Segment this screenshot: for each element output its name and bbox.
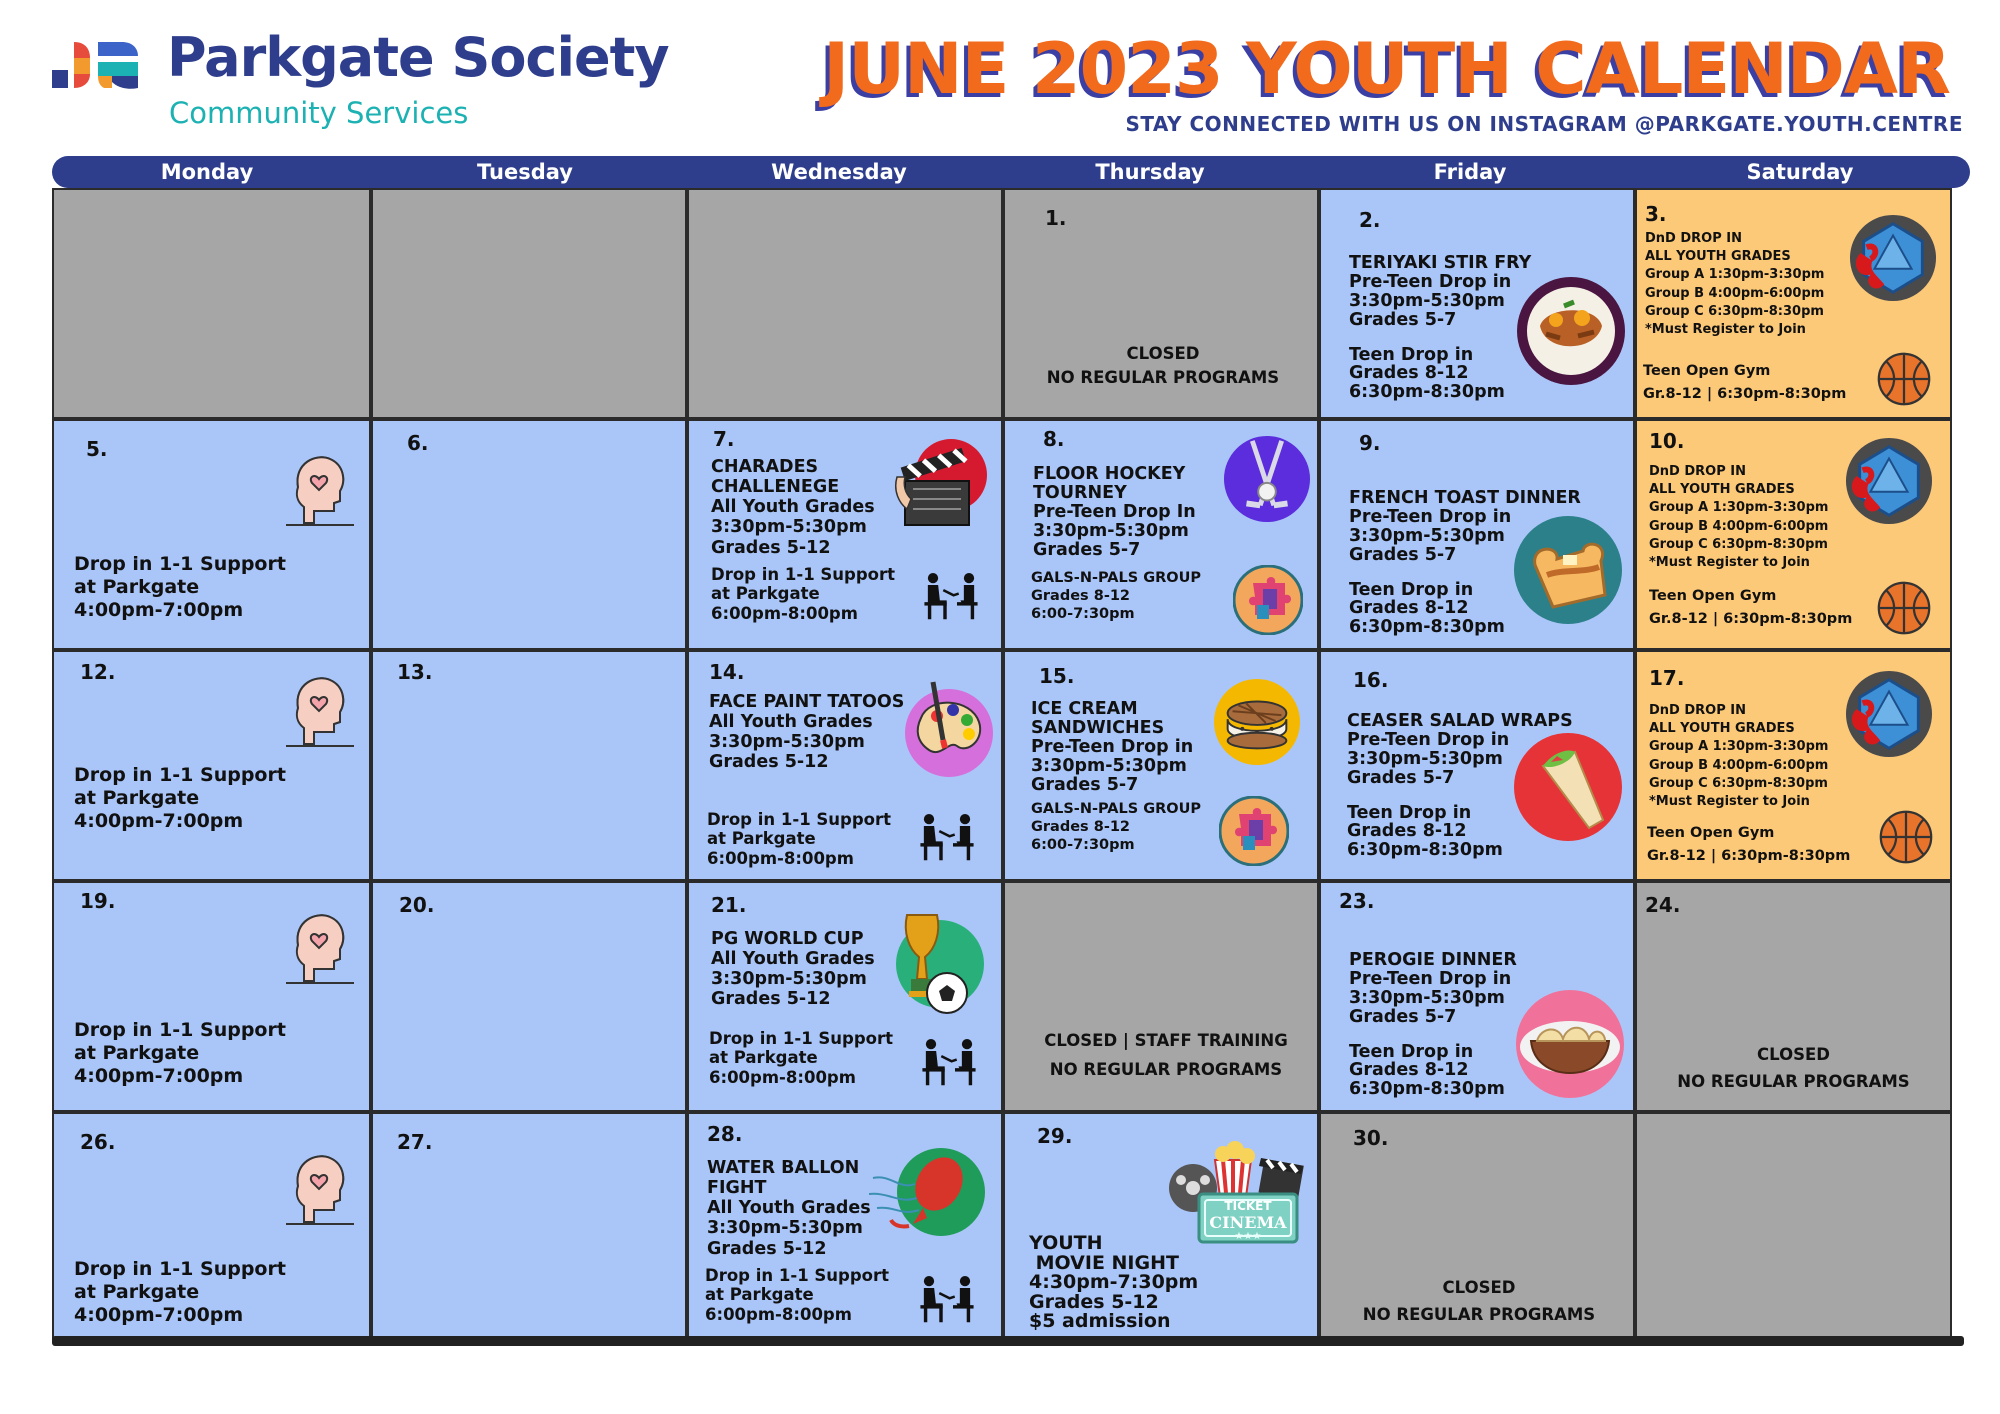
- day-cell-12: [52, 650, 371, 881]
- brand-title: Parkgate Society: [167, 26, 669, 89]
- day-number: 30.: [1353, 1126, 1389, 1150]
- french-toast-icon: [1513, 515, 1623, 625]
- day-number: 3.: [1645, 202, 1667, 226]
- water-balloon-icon: [869, 1144, 989, 1244]
- day-cell-3: [1635, 188, 1952, 419]
- weekday-thursday: Thursday: [1095, 160, 1205, 184]
- support-details: Drop in 1-1 Support at Parkgate 4:00pm-7:00pm: [74, 764, 286, 832]
- closed-notice: CLOSED NO REGULAR PROGRAMS: [1677, 1045, 1910, 1091]
- day-cell-26: [52, 1112, 371, 1343]
- open-gym-details: Teen Open Gym Gr.8-12 | 6:30pm-8:30pm: [1643, 363, 1847, 403]
- event-details: FRENCH TOAST DINNER Pre-Teen Drop in 3:30pm-5:30pm Grades 5-7 Teen Drop in Grades 8-12 6:30pm-8:30pm: [1349, 488, 1581, 638]
- ticket-label: TICKET: [1224, 1199, 1272, 1213]
- day-cell-2: [1319, 188, 1635, 419]
- support-details: Drop in 1-1 Support at Parkgate 4:00pm-7:00pm: [74, 1019, 286, 1087]
- gals-n-pals-details: GALS-N-PALS GROUP Grades 8-12 6:00-7:30pm: [1031, 801, 1202, 854]
- basketball-icon: [1877, 352, 1931, 406]
- two-people-talking-icon: [919, 1037, 979, 1089]
- calendar-bottom-border: [52, 1336, 1964, 1346]
- day-number: 20.: [399, 893, 435, 917]
- mental-health-head-icon: [284, 449, 354, 529]
- two-people-talking-icon: [917, 812, 977, 864]
- cinema-label: CINEMA: [1209, 1213, 1287, 1232]
- event-details: DnD DROP IN ALL YOUTH GRADES Group A 1:30pm-3:30pm Group B 4:00pm-6:00pm Group C 6:30pm-8:30pm *Must Register to Join: [1649, 703, 1829, 809]
- day-cell-9: [1319, 419, 1635, 650]
- parkgate-logo: [52, 36, 142, 106]
- day-number: 19.: [80, 889, 116, 913]
- day-cell-empty: [1635, 1112, 1952, 1343]
- day-number: 23.: [1339, 889, 1375, 913]
- support-details: Drop in 1-1 Support at Parkgate 6:00pm-8:00pm: [711, 565, 896, 623]
- instagram-subtitle: STAY CONNECTED WITH US ON INSTAGRAM @PARKGATE.YOUTH.CENTRE: [1125, 112, 1963, 136]
- dnd-dice-icon: [1849, 214, 1937, 302]
- support-details: Drop in 1-1 Support at Parkgate 4:00pm-7:00pm: [74, 553, 286, 621]
- event-details: WATER BALLON FIGHT All Youth Grades 3:30pm-5:30pm Grades 5-12: [707, 1158, 871, 1259]
- day-number: 14.: [709, 660, 745, 684]
- day-cell-empty: [52, 188, 371, 419]
- day-number: 5.: [86, 437, 108, 461]
- open-gym-details: Teen Open Gym Gr.8-12 | 6:30pm-8:30pm: [1647, 825, 1851, 865]
- mental-health-head-icon: [284, 670, 354, 750]
- day-number: 21.: [711, 893, 747, 917]
- world-cup-trophy-icon: [885, 909, 985, 1019]
- day-cell-empty: [371, 188, 687, 419]
- ice-cream-sandwich-icon: [1213, 678, 1301, 766]
- mental-health-head-icon: [284, 907, 354, 987]
- day-cell-28: [687, 1112, 1003, 1343]
- day-cell-5: [52, 419, 371, 650]
- two-people-talking-icon: [921, 571, 981, 623]
- paint-palette-icon: [899, 678, 999, 778]
- puzzle-icon: [1219, 796, 1289, 866]
- day-cell-empty: [687, 188, 1003, 419]
- ticket-stars: ★★★: [1234, 1231, 1262, 1242]
- day-number: 26.: [80, 1130, 116, 1154]
- weekday-saturday: Saturday: [1746, 160, 1854, 184]
- day-cell-13: [371, 650, 687, 881]
- event-details: FLOOR HOCKEY TOURNEY Pre-Teen Drop In 3:30pm-5:30pm Grades 5-7: [1033, 464, 1196, 560]
- event-details: TERIYAKI STIR FRY Pre-Teen Drop in 3:30pm-5:30pm Grades 5-7 Teen Drop in Grades 8-12 6:30pm-8:30pm: [1349, 253, 1532, 403]
- weekday-tuesday: Tuesday: [477, 160, 573, 184]
- day-number: 2.: [1359, 208, 1381, 232]
- puzzle-icon: [1233, 565, 1303, 635]
- event-details: PG WORLD CUP All Youth Grades 3:30pm-5:30pm Grades 5-12: [711, 929, 875, 1010]
- closed-notice: CLOSED NO REGULAR PROGRAMS: [1362, 1278, 1596, 1324]
- day-cell-10: [1635, 419, 1952, 650]
- clapperboard-icon: [889, 437, 989, 537]
- support-details: Drop in 1-1 Support at Parkgate 6:00pm-8:00pm: [707, 810, 892, 868]
- day-number: 27.: [397, 1130, 433, 1154]
- support-details: Drop in 1-1 Support at Parkgate 6:00pm-8:00pm: [705, 1266, 890, 1324]
- day-number: 8.: [1043, 427, 1065, 451]
- wrap-icon: [1513, 732, 1623, 842]
- two-people-talking-icon: [917, 1274, 977, 1326]
- gals-n-pals-details: GALS-N-PALS GROUP Grades 8-12 6:00-7:30pm: [1031, 570, 1202, 623]
- open-gym-details: Teen Open Gym Gr.8-12 | 6:30pm-8:30pm: [1649, 588, 1853, 628]
- day-number: 9.: [1359, 431, 1381, 455]
- perogies-bowl-icon: [1515, 989, 1625, 1099]
- day-cell-29: [1003, 1112, 1319, 1343]
- basketball-icon: [1879, 810, 1933, 864]
- event-details: DnD DROP IN ALL YOUTH GRADES Group A 1:30pm-3:30pm Group B 4:00pm-6:00pm Group C 6:30pm-8:30pm *Must Register to Join: [1645, 231, 1825, 337]
- day-number: 1.: [1045, 206, 1067, 230]
- day-cell-22: [1003, 881, 1319, 1112]
- event-details: DnD DROP IN ALL YOUTH GRADES Group A 1:30pm-3:30pm Group B 4:00pm-6:00pm Group C 6:30pm-8:30pm *Must Register to Join: [1649, 464, 1829, 570]
- day-cell-1: [1003, 188, 1319, 419]
- day-cell-16: [1319, 650, 1635, 881]
- day-cell-14: [687, 650, 1003, 881]
- hockey-sticks-icon: [1223, 435, 1311, 523]
- closed-notice: CLOSED | STAFF TRAINING NO REGULAR PROGRAMS: [1044, 1031, 1288, 1079]
- day-cell-24: [1635, 881, 1952, 1112]
- day-number: 6.: [407, 431, 429, 455]
- event-details: ICE CREAM SANDWICHES Pre-Teen Drop in 3:30pm-5:30pm Grades 5-7: [1031, 699, 1194, 795]
- day-cell-27: [371, 1112, 687, 1343]
- support-details: Drop in 1-1 Support at Parkgate 6:00pm-8:00pm: [709, 1029, 894, 1087]
- day-cell-30: [1319, 1112, 1635, 1343]
- event-details: CEASER SALAD WRAPS Pre-Teen Drop in 3:30pm-5:30pm Grades 5-7 Teen Drop in Grades 8-12 6:30pm-8:30pm: [1347, 711, 1573, 861]
- day-number: 16.: [1353, 668, 1389, 692]
- day-number: 28.: [707, 1122, 743, 1146]
- day-number: 13.: [397, 660, 433, 684]
- weekday-header: [52, 156, 1970, 188]
- closed-notice: CLOSED NO REGULAR PROGRAMS: [1046, 344, 1280, 387]
- day-cell-19: [52, 881, 371, 1112]
- event-details: PEROGIE DINNER Pre-Teen Drop in 3:30pm-5:30pm Grades 5-7 Teen Drop in Grades 8-12 6:30pm-8:30pm: [1349, 950, 1517, 1100]
- stir-fry-bowl-icon: [1516, 276, 1626, 386]
- day-cell-8: [1003, 419, 1319, 650]
- day-number: 29.: [1037, 1124, 1073, 1148]
- support-details: Drop in 1-1 Support at Parkgate 4:00pm-7:00pm: [74, 1258, 286, 1326]
- day-cell-15: [1003, 650, 1319, 881]
- weekday-friday: Friday: [1433, 160, 1507, 184]
- weekday-wednesday: Wednesday: [771, 160, 907, 184]
- calendar-grid: [52, 188, 1964, 1343]
- day-cell-6: [371, 419, 687, 650]
- day-number: 10.: [1649, 429, 1685, 453]
- brand-subtitle: Community Services: [169, 96, 469, 130]
- weekday-monday: Monday: [160, 160, 254, 184]
- day-cell-20: [371, 881, 687, 1112]
- basketball-icon: [1877, 581, 1931, 635]
- mental-health-head-icon: [284, 1148, 354, 1228]
- event-details: FACE PAINT TATOOS All Youth Grades 3:30pm-5:30pm Grades 5-12: [709, 692, 905, 773]
- dnd-dice-icon: [1845, 670, 1933, 758]
- day-number: 17.: [1649, 666, 1685, 690]
- day-number: 12.: [80, 660, 116, 684]
- day-cell-23: [1319, 881, 1635, 1112]
- day-cell-21: [687, 881, 1003, 1112]
- day-cell-17: [1635, 650, 1952, 881]
- event-details: CHARADES CHALLENEGE All Youth Grades 3:30pm-5:30pm Grades 5-12: [711, 457, 875, 558]
- page-title: JUNE 2023 YOUTH CALENDAR: [823, 28, 1950, 110]
- day-number: 15.: [1039, 664, 1075, 688]
- dnd-dice-icon: [1845, 437, 1933, 525]
- event-details: YOUTH MOVIE NIGHT 4:30pm-7:30pm Grades 5-12 $5 admission: [1029, 1232, 1199, 1333]
- day-number: 7.: [713, 427, 735, 451]
- day-cell-7: [687, 419, 1003, 650]
- day-number: 24.: [1645, 893, 1681, 917]
